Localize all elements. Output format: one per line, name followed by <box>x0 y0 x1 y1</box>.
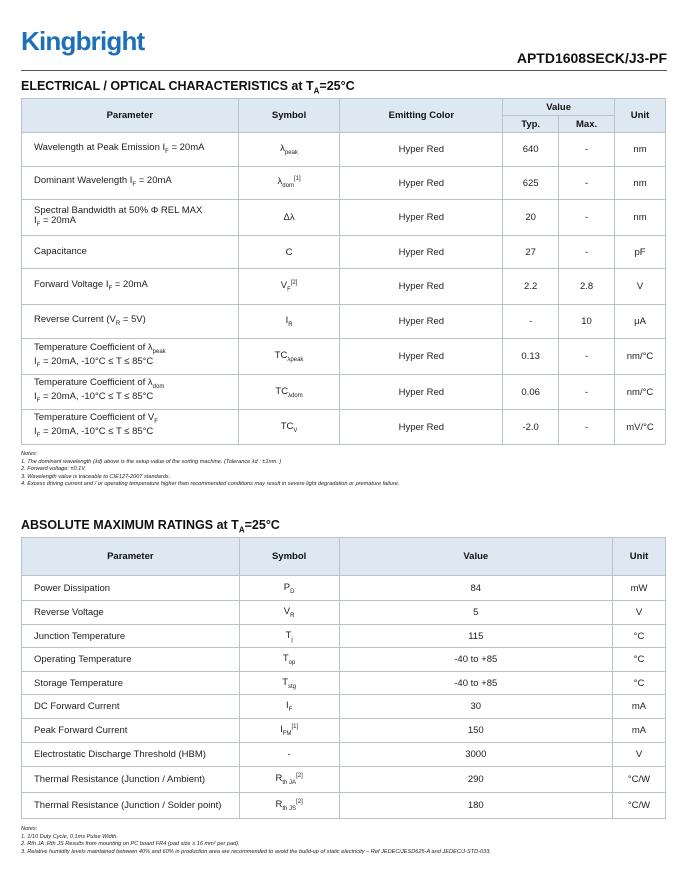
parameter-text: Dominant Wavelength I <box>34 175 133 187</box>
color-cell: Hyper Red <box>340 133 503 167</box>
electrical-characteristics-table <box>21 98 666 445</box>
symbol-subscript: FM <box>282 731 292 738</box>
unit-cell: nm/°C <box>615 339 666 375</box>
symbol-cell <box>238 200 340 236</box>
parameter-cell: DC Forward Current <box>22 695 240 719</box>
unit-cell: nm <box>615 133 666 167</box>
parameter-text: I <box>34 391 37 402</box>
parameter-subscript: F <box>154 419 158 425</box>
parameter-text: = 20mA <box>40 214 76 226</box>
symbol-text: Δλ <box>283 212 295 223</box>
parameter-subscript: F <box>108 285 113 292</box>
parameter-text: Capacitance <box>34 246 87 257</box>
table-row <box>22 719 666 743</box>
max-cell: - <box>559 339 615 375</box>
unit-cell: mA <box>613 695 666 719</box>
value-cell: 84 <box>339 576 612 601</box>
symbol-text: P <box>283 581 291 593</box>
max-cell: - <box>559 200 615 236</box>
symbol-subscript: R <box>290 612 295 619</box>
parameter-cell: Electrostatic Discharge Threshold (HBM) <box>22 743 240 767</box>
col-header-unit: Unit <box>615 99 666 133</box>
note-line: 4. Excess driving current and / or operating temperature higher than recommended conditions may result in severe light degradation or premature failure. <box>21 481 400 488</box>
unit-cell: mV/°C <box>615 410 666 445</box>
typ-cell: 625 <box>503 167 559 200</box>
note-line: 2. Forward voltage: ±0.1V. <box>21 466 87 473</box>
part-number: APTD1608SECK/J3-PF <box>516 50 667 66</box>
symbol-text: C <box>285 246 293 258</box>
unit-cell: nm <box>615 167 666 200</box>
note-line: Notes: <box>21 826 38 832</box>
abs-col-header-parameter: Parameter <box>22 538 240 576</box>
parameter-cell: Power Dissipation <box>22 576 240 601</box>
typ-cell: 2.2 <box>503 269 559 305</box>
symbol-text: - <box>287 749 291 760</box>
value-cell: 290 <box>339 767 612 793</box>
parameter-text: Temperature Coefficient of λ <box>34 341 153 353</box>
note-line: 1. 1/10 Duty Cycle, 0.1ms Pulse Width. <box>21 833 118 840</box>
symbol-cell <box>238 410 340 445</box>
color-cell: Hyper Red <box>340 410 503 445</box>
parameter-cell <box>22 375 239 410</box>
symbol-subscript: V <box>293 427 298 434</box>
symbol-subscript: λdom <box>288 392 303 399</box>
color-cell: Hyper Red <box>340 167 503 200</box>
symbol-cell <box>238 269 340 305</box>
col-header-typ: Typ. <box>503 116 559 133</box>
table-row <box>22 576 666 601</box>
parameter-subscript: F <box>36 432 41 439</box>
value-cell: 30 <box>339 695 612 719</box>
parameter-cell: Thermal Resistance (Junction / Solder point) <box>22 793 240 819</box>
symbol-cell <box>239 719 339 743</box>
symbol-text: I <box>280 724 283 736</box>
symbol-text: R <box>275 799 283 811</box>
parameter-text: Wavelength at Peak Emission I <box>34 141 166 153</box>
symbol-subscript: D <box>290 588 295 595</box>
parameter-text: Temperature Coefficient of λ <box>34 377 153 389</box>
symbol-cell <box>239 576 339 601</box>
symbol-text: R <box>275 773 283 785</box>
unit-cell: mW <box>613 576 666 601</box>
table-row <box>22 200 666 236</box>
parameter-subscript: F <box>165 148 169 155</box>
value-cell: 3000 <box>339 743 612 767</box>
parameter-cell: Operating Temperature <box>22 648 240 672</box>
symbol-text: I <box>285 700 289 712</box>
unit-cell: mA <box>613 719 666 743</box>
max-cell: - <box>559 236 615 269</box>
symbol-subscript: op <box>288 659 296 666</box>
parameter-cell: Storage Temperature <box>22 672 240 695</box>
parameter-subscript: peak <box>152 348 166 355</box>
parameter-subscript: F <box>132 181 137 188</box>
note-line: Notes: <box>21 451 38 457</box>
symbol-text: V <box>283 606 291 618</box>
value-cell: 150 <box>339 719 612 743</box>
typ-cell: 640 <box>503 133 559 167</box>
max-cell: 10 <box>559 305 615 339</box>
symbol-cell <box>238 375 340 410</box>
parameter-text: = 20mA <box>168 141 205 153</box>
max-cell: 2.8 <box>559 269 615 305</box>
unit-cell: °C/W <box>613 793 666 819</box>
symbol-subscript: j <box>291 636 293 643</box>
symbol-subscript: λpeak <box>287 356 304 363</box>
parameter-subscript: F <box>36 221 41 228</box>
symbol-cell <box>238 305 340 339</box>
symbol-cell <box>239 793 339 819</box>
table-row <box>22 269 666 305</box>
symbol-note: [1] <box>291 723 299 730</box>
max-cell: - <box>559 167 615 200</box>
parameter-cell <box>22 410 239 445</box>
parameter-text: I <box>34 214 37 226</box>
parameter-text: I <box>34 355 37 367</box>
table-row <box>22 339 666 375</box>
note-line: 3. Relative humidity levels maintained between 40% and 60% in production area are recommended to avoid the build-up of static electricity – Ref JEDEC/JESD625-A and JEDEC/J-STD-033. <box>21 848 491 855</box>
symbol-cell <box>238 236 340 269</box>
symbol-cell <box>238 339 340 375</box>
note-line: 2. Rth JA ,Rth JS Results from mounting on PC board FR4 (pad size ≥ 16 mm² per pad). <box>21 841 240 848</box>
parameter-text: = 20mA, -10°C ≤ T ≤ 85°C <box>40 355 154 367</box>
unit-cell: μA <box>615 305 666 339</box>
parameter-text: I <box>34 426 37 437</box>
symbol-note: [2] <box>290 279 298 286</box>
symbol-text: TC <box>275 385 289 397</box>
absolute-maximum-ratings-table <box>21 537 666 819</box>
col-header-parameter: Parameter <box>22 99 239 133</box>
value-cell: 115 <box>339 625 612 648</box>
symbol-cell <box>239 672 339 695</box>
parameter-text: = 20mA <box>136 175 172 187</box>
note-line: 1. The dominant wavelength (λd) above is the setup value of the sorting machine. (Tolerance λd : ±1nm. ) <box>21 458 282 465</box>
table-row <box>22 167 666 200</box>
abs-col-header-symbol: Symbol <box>239 538 339 576</box>
parameter-text: Temperature Coefficient of V <box>34 412 155 424</box>
unit-cell: V <box>615 269 666 305</box>
parameter-text: Spectral Bandwidth at 50% Φ REL MAX <box>34 204 203 216</box>
color-cell: Hyper Red <box>340 305 503 339</box>
unit-cell: V <box>613 743 666 767</box>
symbol-text: TC <box>280 420 294 432</box>
symbol-cell <box>239 625 339 648</box>
unit-cell: °C <box>613 672 666 695</box>
symbol-cell <box>239 695 339 719</box>
symbol-subscript: F <box>287 287 291 294</box>
parameter-cell <box>22 269 239 305</box>
parameter-cell <box>22 167 239 200</box>
symbol-cell <box>239 601 339 625</box>
electrical-section-title: ELECTRICAL / OPTICAL CHARACTERISTICS at $T_A=25^\circ C$ <box>21 79 355 96</box>
parameter-subscript: F <box>36 397 41 404</box>
color-cell: Hyper Red <box>340 200 503 236</box>
symbol-cell <box>239 648 339 672</box>
parameter-cell: Peak Forward Current <box>22 719 240 743</box>
col-header-value: Value <box>503 99 615 116</box>
brand-logo: Kingbright <box>21 26 145 56</box>
table-row <box>22 625 666 648</box>
symbol-note: [1] <box>293 176 301 183</box>
table-row <box>22 375 666 410</box>
unit-cell: °C/W <box>613 767 666 793</box>
symbol-subscript: th JS <box>282 806 297 813</box>
electrical-notes <box>21 451 399 489</box>
absolute-section-title: ABSOLUTE MAXIMUM RATINGS at $T_A=25^\circ C$ <box>21 518 280 535</box>
value-cell: 5 <box>339 601 612 625</box>
symbol-subscript: R <box>288 321 293 328</box>
table-row <box>22 305 666 339</box>
symbol-text: λ <box>280 143 285 155</box>
table-row <box>22 410 666 445</box>
symbol-text: V <box>280 280 288 292</box>
max-cell: - <box>559 375 615 410</box>
table-row <box>22 133 666 167</box>
parameter-cell <box>22 339 239 375</box>
unit-cell: pF <box>615 236 666 269</box>
symbol-note: [2] <box>296 772 303 779</box>
color-cell: Hyper Red <box>340 269 503 305</box>
typ-cell: -2.0 <box>503 410 559 445</box>
symbol-subscript: stg <box>288 683 297 690</box>
abs-col-header-value: Value <box>339 538 612 576</box>
color-cell: Hyper Red <box>340 236 503 269</box>
table-row <box>22 236 666 269</box>
symbol-subscript: dom <box>282 183 294 190</box>
unit-cell: V <box>613 601 666 625</box>
col-header-symbol: Symbol <box>238 99 340 133</box>
symbol-subscript: F <box>288 706 293 713</box>
table-row <box>22 695 666 719</box>
absolute-notes <box>21 826 491 856</box>
unit-cell: nm/°C <box>615 375 666 410</box>
parameter-subscript: F <box>36 362 41 369</box>
table-row <box>22 648 666 672</box>
symbol-text: λ <box>277 176 283 188</box>
table-row <box>22 601 666 625</box>
parameter-text: Reverse Current (V <box>34 313 116 325</box>
col-header-max: Max. <box>559 116 615 133</box>
symbol-text: T <box>282 653 289 665</box>
parameter-cell: Reverse Voltage <box>22 601 240 625</box>
typ-cell: 0.13 <box>503 339 559 375</box>
parameter-text: = 20mA, -10°C ≤ T ≤ 85°C <box>40 391 154 402</box>
symbol-cell <box>239 767 339 793</box>
parameter-cell <box>22 133 239 167</box>
parameter-text: Forward Voltage I <box>34 278 109 290</box>
header-divider <box>21 70 667 71</box>
symbol-text: TC <box>274 350 288 362</box>
unit-cell: °C <box>613 625 666 648</box>
symbol-text: T <box>282 676 289 688</box>
table-row <box>22 793 666 819</box>
symbol-cell <box>239 743 339 767</box>
table-row <box>22 767 666 793</box>
max-cell: - <box>559 133 615 167</box>
symbol-subscript: th JA <box>282 780 297 787</box>
typ-cell: 27 <box>503 236 559 269</box>
symbol-cell <box>238 167 340 200</box>
symbol-text: T <box>285 629 292 641</box>
table-row <box>22 743 666 767</box>
symbol-subscript: peak <box>284 149 298 156</box>
parameter-text: = 5V) <box>120 313 146 325</box>
symbol-cell <box>238 133 340 167</box>
symbol-text: I <box>285 315 289 327</box>
typ-cell: - <box>503 305 559 339</box>
max-cell: - <box>559 410 615 445</box>
col-header-emitting-color: Emitting Color <box>340 99 503 133</box>
value-cell: -40 to +85 <box>339 672 612 695</box>
typ-cell: 0.06 <box>503 375 559 410</box>
parameter-subscript: dom <box>152 384 165 390</box>
value-cell: 180 <box>339 793 612 819</box>
abs-col-header-unit: Unit <box>613 538 666 576</box>
parameter-cell <box>22 236 239 269</box>
parameter-cell <box>22 200 239 236</box>
parameter-cell <box>22 305 239 339</box>
unit-cell: nm <box>615 200 666 236</box>
symbol-note: [2] <box>296 798 303 805</box>
table-row <box>22 672 666 695</box>
color-cell: Hyper Red <box>340 339 503 375</box>
value-cell: -40 to +85 <box>339 648 612 672</box>
parameter-subscript: R <box>115 320 121 327</box>
note-line: 3. Wavelength value is traceable to CIE127-2007 standards. <box>21 473 171 480</box>
color-cell: Hyper Red <box>340 375 503 410</box>
parameter-text: = 20mA <box>112 278 148 290</box>
parameter-text: = 20mA, -10°C ≤ T ≤ 85°C <box>40 426 154 437</box>
typ-cell: 20 <box>503 200 559 236</box>
parameter-cell: Thermal Resistance (Junction / Ambient) <box>22 767 240 793</box>
unit-cell: °C <box>613 648 666 672</box>
parameter-cell: Junction Temperature <box>22 625 240 648</box>
